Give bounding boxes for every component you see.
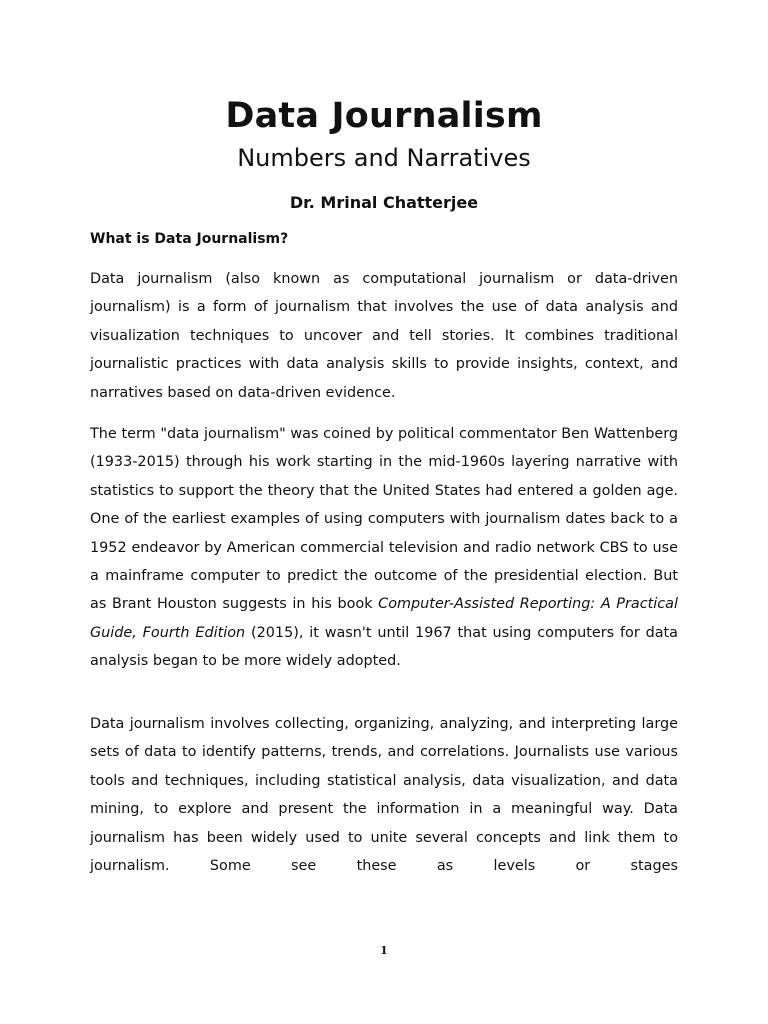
page-number: 1 <box>380 944 388 957</box>
paragraph-history-text-end: (2015), it wasn't until 1967 that using computers for data analysis began to be more widely adopted. <box>90 624 678 670</box>
document-title: Data Journalism <box>225 96 543 136</box>
document-subtitle: Numbers and Narratives <box>237 144 531 172</box>
section-heading: What is Data Journalism? <box>90 231 289 247</box>
book-title: Computer-Assisted Reporting: A Practical Guide, Fourth Edition <box>90 596 678 641</box>
author-name: Dr. Mrinal Chatterjee <box>289 193 479 212</box>
paragraph-history <box>90 420 678 676</box>
paragraph-history-text-start: The term "data journalism" was coined by political commentator Ben Wattenberg (1933-2015) through his work starting in the mid-1960s layering narrative with statistics to support the theory that the United States had entered a golden age. One of the earliest examples of using computers with journalism dates back to a 1952 endeavor by American commercial television and radio network CBS to use a mainframe computer to predict the outcome of the presidential election. But as Brant Houston suggests in his book <box>90 426 678 613</box>
paragraph-methods: Data journalism involves collecting, organizing, analyzing, and interpreting large sets of data to identify patterns, trends, and correlations. Journalists use various tools and techniques, including statistical analysis, data visualization, and data mining, to explore and present the information in a meaningful way. Data journalism has been widely used to unite several concepts and link them to journalism. Some see these as levels or stages <box>90 716 678 875</box>
paragraph-definition: Data journalism (also known as computational journalism or data-driven journalism) is a form of journalism that involves the use of data analysis and visualization techniques to uncover and tell stories. It combines traditional journalistic practices with data analysis skills to provide insights, context, and narratives based on data-driven evidence. <box>90 271 678 401</box>
